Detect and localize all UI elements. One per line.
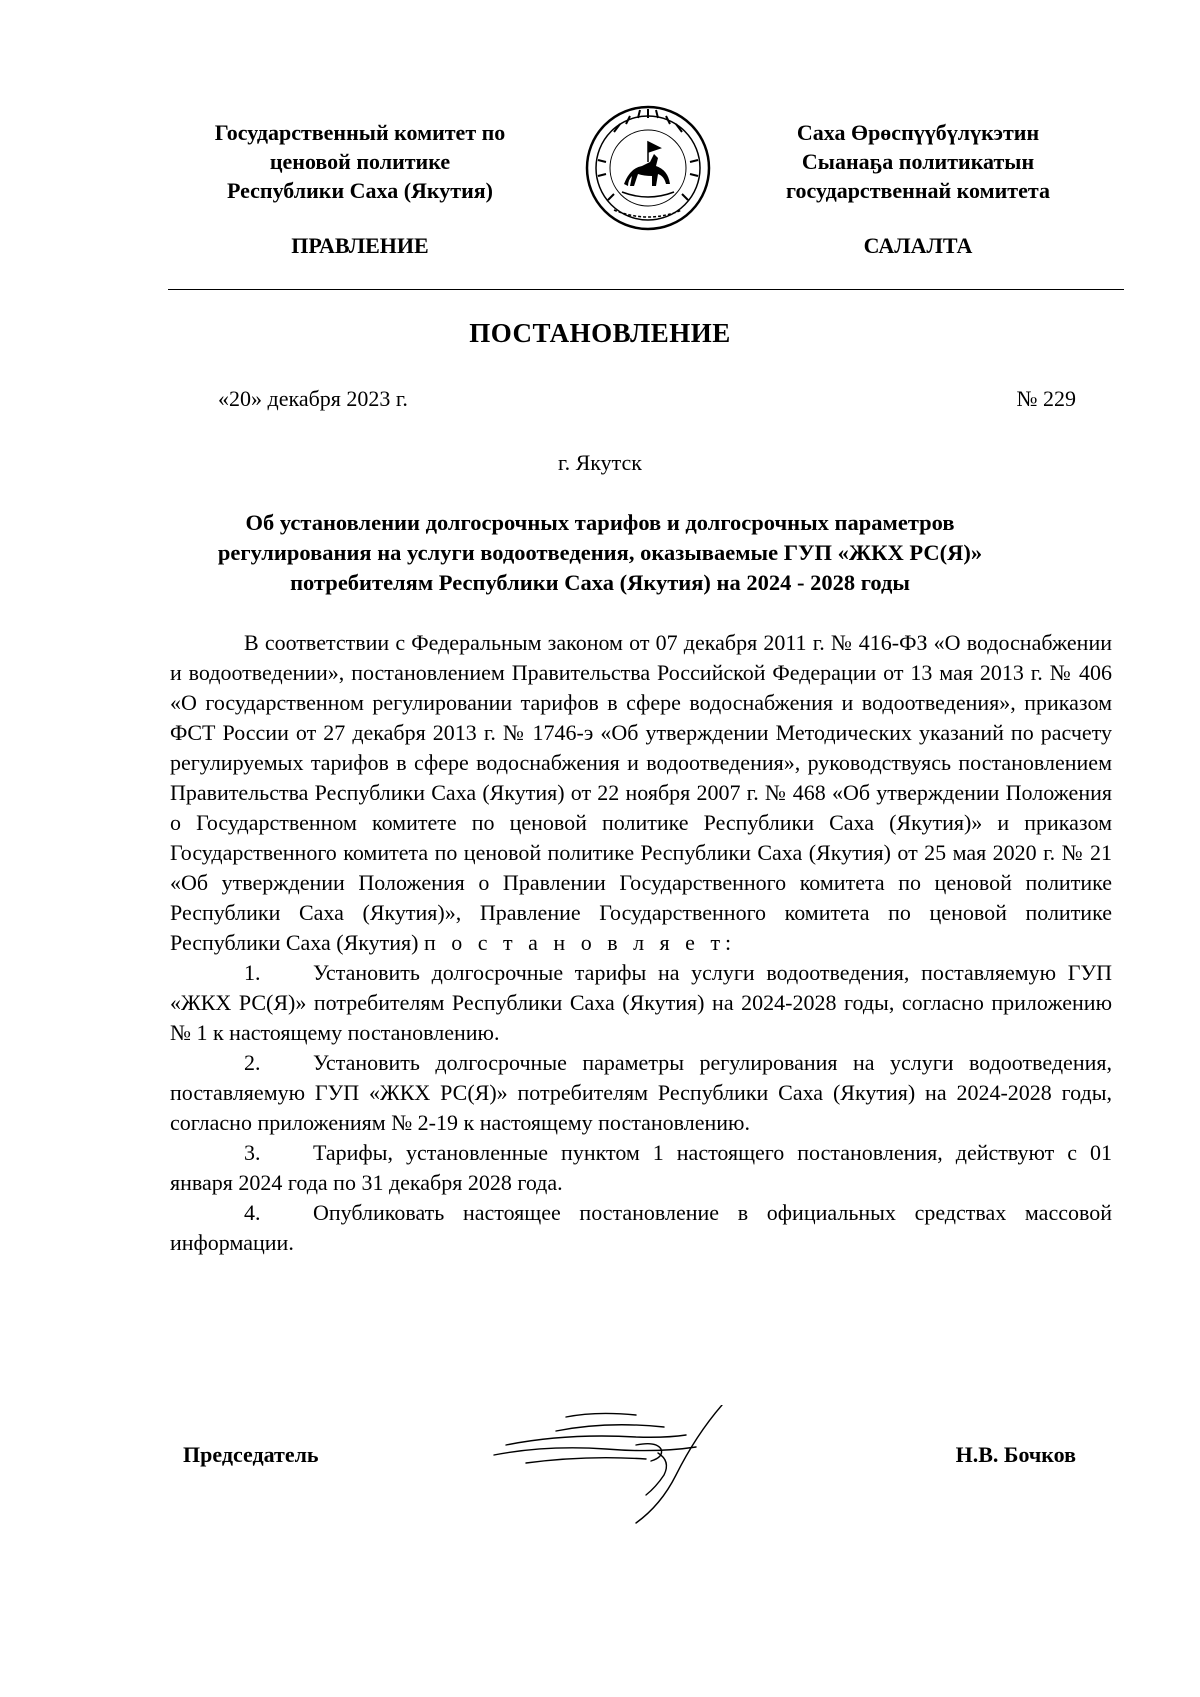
header-right-line: Сыанаҕа политикатын	[801, 149, 1035, 174]
document-city: г. Якутск	[558, 450, 642, 475]
department-right: САЛАЛТА	[863, 233, 973, 258]
subject-line: регулирования на услуги водоотведения, оказываемые ГУП «ЖКХ РС(Я)»	[217, 540, 983, 565]
preamble-paragraph	[170, 628, 1112, 958]
coat-of-arms-icon	[584, 104, 712, 232]
header-divider	[168, 289, 1124, 290]
decree-word: п о с т а н о в л я е т:	[424, 930, 737, 955]
item-text: Установить долгосрочные тарифы на услуги водоотведения, поставляемую ГУП «ЖКХ РС(Я)» потребителям Республики Саха (Якутия) на 2024-2028 годы, согласно приложению № 1 к настоящему постановлению.	[170, 960, 1112, 1045]
item-text: Установить долгосрочные параметры регулирования на услуги водоотведения, поставляемую ГУП «ЖКХ РС(Я)» потребителям Республики Саха (Якутия) на 2024-2028 годы, согласно приложениям № 2-19 к настоящему постановлению.	[170, 1050, 1112, 1135]
document-subject	[150, 508, 1050, 598]
document-number: № 229	[1016, 386, 1076, 411]
item-number: 2.	[244, 1050, 261, 1075]
list-item	[170, 1198, 1112, 1258]
header-right-yakut	[738, 118, 1098, 205]
subject-line: потребителям Республики Саха (Якутия) на 2024 - 2028 годы	[290, 570, 910, 595]
item-number: 4.	[244, 1200, 261, 1225]
item-text: Опубликовать настоящее постановление в официальных средствах массовой информации.	[170, 1200, 1112, 1255]
document-body	[170, 628, 1112, 1258]
list-item	[170, 958, 1112, 1048]
document-date: «20» декабря 2023 г.	[218, 386, 408, 411]
header-left-line: Республики Саха (Якутия)	[226, 178, 494, 203]
item-number: 3.	[244, 1140, 261, 1165]
subject-line: Об установлении долгосрочных тарифов и долгосрочных параметров	[245, 510, 955, 535]
list-item	[170, 1048, 1112, 1138]
header-left-line: ценовой политике	[269, 149, 451, 174]
document-type-title: ПОСТАНОВЛЕНИЕ	[469, 318, 731, 348]
signatory-name: Н.В. Бочков	[955, 1442, 1076, 1467]
header-right-line: государственнай комитета	[786, 178, 1050, 203]
header-right-line: Саха Өрөспүүбүлүкэтин	[796, 120, 1040, 145]
header-left-line: Государственный комитет по	[214, 120, 506, 145]
preamble-text: В соответствии с Федеральным законом от 07 декабря 2011 г. № 416-ФЗ «О водоснабжении и водоотведении», постановлением Правительства Российской Федерации от 13 мая 2013 г. № 406 «О государственном регулировании тарифов в сфере водоснабжения и водоотведения», приказом ФСТ России от 27 декабря 2013 г. № 1746-э «Об утверждении Методических указаний по расчету регулируемых тарифов в сфере водоснабжения и водоотведения», руководствуясь постановлением Правительства Республики Саха (Якутия) от 22 ноября 2007 г. № 468 «Об утверждении Положения о Государственном комитете по ценовой политике Республики Саха (Якутия)» и приказом Государственного комитета по ценовой политике Республики Саха (Якутия) от 25 мая 2020 г. № 21 «Об утверждении Положения о Правлении Государственного комитета по ценовой политике Республики Саха (Якутия)», Правление Государственного комитета по ценовой политике Республики Саха (Якутия)	[170, 630, 1112, 955]
header-left-russian	[170, 118, 550, 205]
signatory-position: Председатель	[183, 1442, 319, 1467]
item-text: Тарифы, установленные пунктом 1 настоящего постановления, действуют с 01 января 2024 года по 31 декабря 2028 года.	[170, 1140, 1112, 1195]
item-number: 1.	[244, 960, 261, 985]
handwritten-signature	[486, 1405, 786, 1525]
list-item	[170, 1138, 1112, 1198]
department-left: ПРАВЛЕНИЕ	[291, 233, 429, 258]
